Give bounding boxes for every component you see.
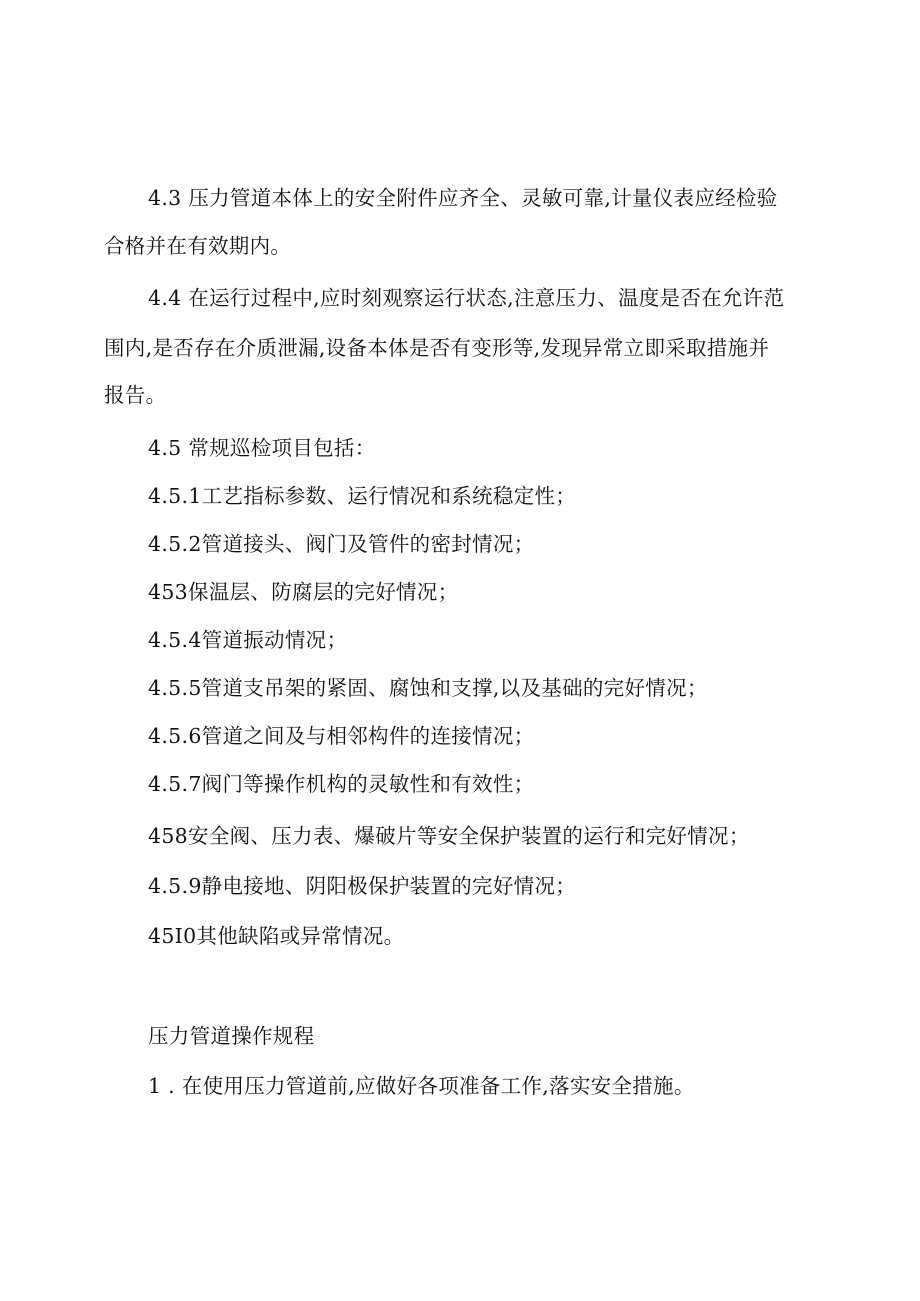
list-item-4-5-6: 4.5.6管道之间及与相邻构件的连接情况； <box>148 724 535 748</box>
list-item-4-5-8: 458安全阀、压力表、爆破片等安全保护装置的运行和完好情况； <box>148 824 750 848</box>
paragraph-4-4-line-1: 4.4 在运行过程中,应时刻观察运行状态,注意压力、温度是否在允许范 <box>148 286 785 310</box>
list-item-4-5-10: 45I0其他缺陷或异常情况。 <box>148 924 405 948</box>
list-item-4-5-9: 4.5.9静电接地、阴阳极保护装置的完好情况； <box>148 874 577 898</box>
list-item-4-5-2: 4.5.2管道接头、阀门及管件的密封情况； <box>148 532 535 556</box>
paragraph-4-4-line-3: 报告。 <box>104 383 167 407</box>
paragraph-4-5: 4.5 常规巡检项目包括： <box>148 436 376 460</box>
list-item-4-5-7: 4.5.7阀门等操作机构的灵敏性和有效性； <box>148 772 535 796</box>
paragraph-4-3-line-1: 4.3 压力管道本体上的安全附件应齐全、灵敏可靠,计量仪表应经检验 <box>148 186 778 210</box>
list-item-4-5-1: 4.5.1工艺指标参数、运行情况和系统稳定性； <box>148 484 577 508</box>
list-item-4-5-3: 453保温层、防腐层的完好情况； <box>148 580 459 604</box>
paragraph-4-4-line-2: 围内,是否存在介质泄漏,设备本体是否有变形等,发现异常立即采取措施并 <box>104 336 770 360</box>
step-1: 1 . 在使用压力管道前,应做好各项准备工作,落实安全措施。 <box>148 1074 695 1098</box>
list-item-4-5-4: 4.5.4管道振动情况； <box>148 628 348 652</box>
paragraph-4-3-line-2: 合格并在有效期内。 <box>104 234 292 258</box>
section-title: 压力管道操作规程 <box>148 1024 315 1048</box>
list-item-4-5-5: 4.5.5管道支吊架的紧固、腐蚀和支撑,以及基础的完好情况； <box>148 676 708 700</box>
